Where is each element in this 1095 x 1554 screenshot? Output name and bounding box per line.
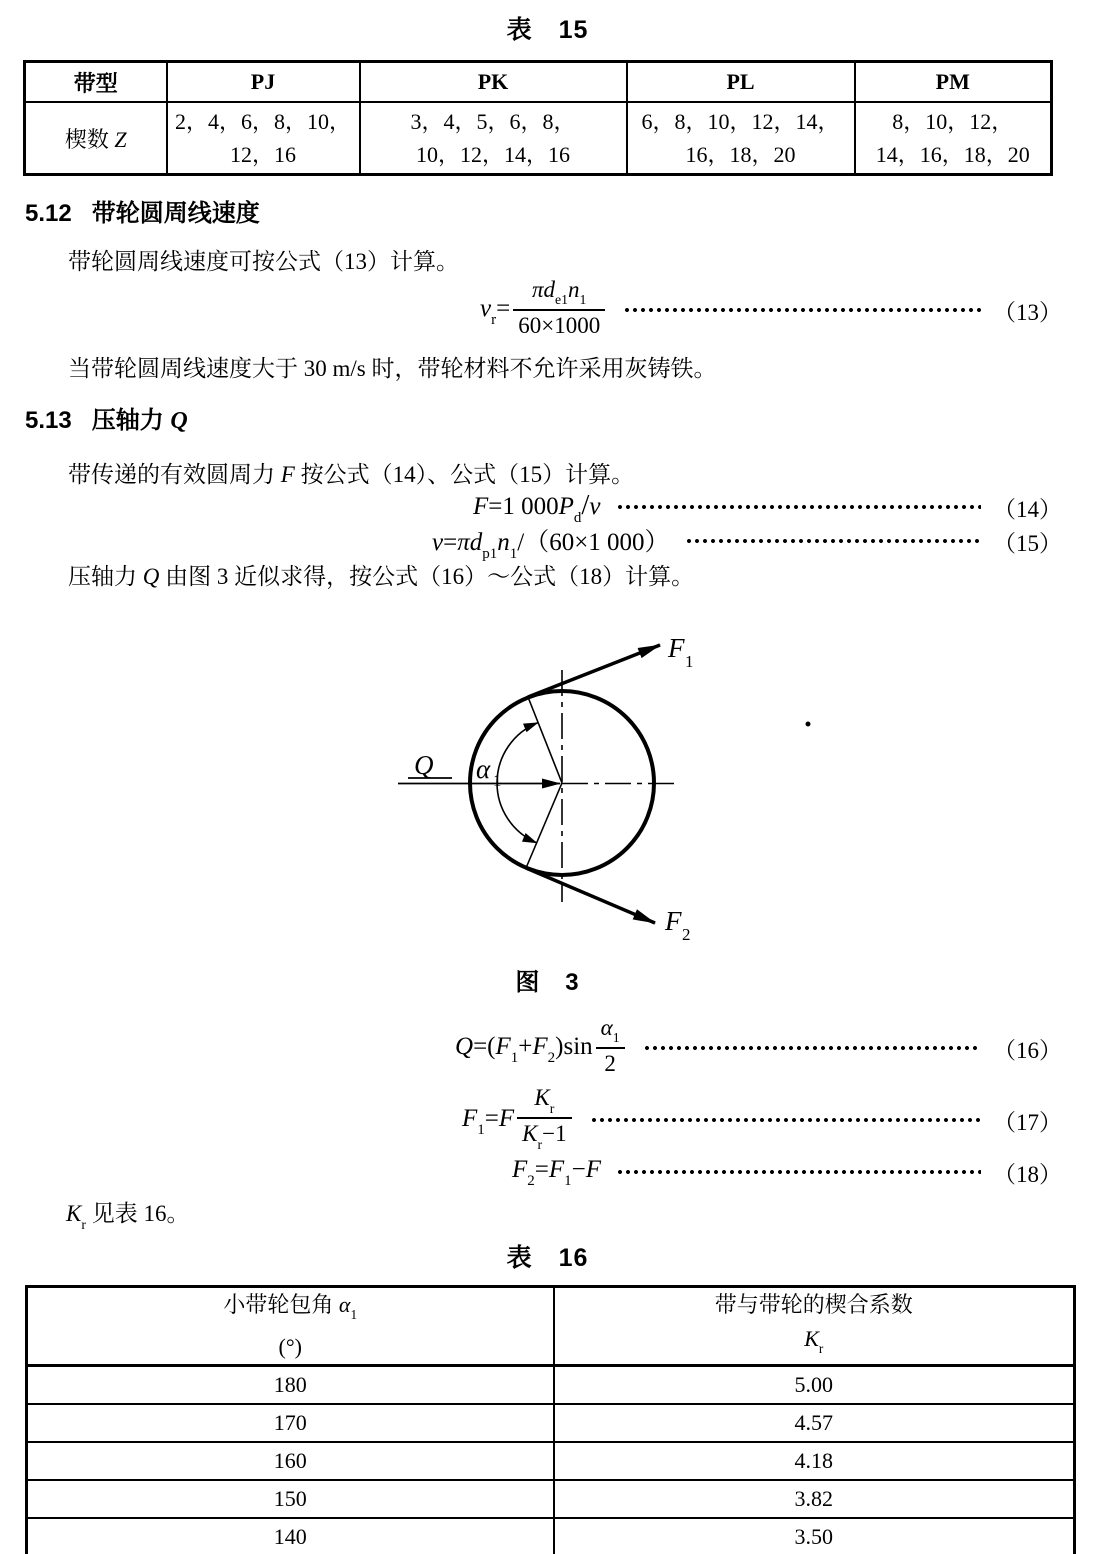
formula-15: $v=\pi d_{p1}n_1/(60\times 1$ 000） [432, 528, 670, 562]
table16-row [27, 1404, 1075, 1442]
angle-value: 140 [27, 1518, 554, 1554]
equation-14 [0, 489, 1062, 526]
figure-3-caption: 图 3 [515, 969, 580, 996]
section-number: 5.13 [25, 407, 72, 434]
radius-line-upper [528, 697, 562, 783]
table16-row [27, 1442, 1075, 1480]
table15-cell-pm: 8，10，12， 14，16，18，20 [855, 102, 1052, 175]
table16-header-angle: 小带轮包角 $\alpha_1$ (°) [27, 1287, 554, 1366]
table15-data-row [25, 102, 1052, 175]
formula-18: $F_2=F_1-F$ [512, 1156, 602, 1189]
table15-row-label: 楔数 Z [25, 102, 167, 175]
dotted-leader [617, 1169, 981, 1175]
table-16 [25, 1285, 1076, 1554]
f2-label: F [665, 906, 682, 936]
section-title: 带轮圆周线速度 [91, 200, 260, 227]
table16-header-row [27, 1287, 1075, 1366]
f1-force-vector [528, 645, 660, 697]
table16-header-kr: 带与带轮的楔合系数 $K_r$ [554, 1287, 1075, 1366]
kr-value: 5.00 [554, 1366, 1075, 1405]
equation-number-13: （13） [993, 299, 1062, 325]
section-5-12-heading [25, 193, 260, 228]
equation-17 [0, 1084, 1062, 1156]
para-513-2: 压轴力 Q 由图 3 近似求得，按公式（16）～公式（18）计算。 [68, 564, 695, 589]
para-512-1: 带轮圆周线速度可按公式（13）计算。 [68, 249, 459, 274]
table15-header-pj: PJ [167, 62, 360, 103]
table15-header-pl: PL [627, 62, 855, 103]
para-513-1: 带传递的有效圆周力 F 按公式（14）、公式（15）计算。 [68, 462, 635, 487]
table16-angle-unit: (°) [278, 1334, 302, 1360]
table15-header-belt-type: 带型 [25, 62, 167, 103]
formula-16: $Q=(F_1+F_2)\sin$ $\frac{\alpha_1}{2}$ [455, 1018, 628, 1078]
section-title: 压轴力 [91, 407, 171, 434]
equation-number-16: （16） [993, 1037, 1062, 1063]
scan-speck [806, 722, 811, 727]
formula-14: F=1 $000P_d/v$ [473, 489, 601, 526]
figure-3-diagram [0, 612, 1095, 1012]
table15-cell-pl: 6，8，10，12，14， 16，18，20 [627, 102, 855, 175]
dotted-leader [686, 538, 981, 544]
kr-note: $K_r$ 见表 16。 [66, 1201, 190, 1232]
table16-row [27, 1480, 1075, 1518]
figure-3 [0, 612, 1095, 1012]
f1-subscript: 1 [685, 652, 694, 671]
equation-13 [0, 276, 1062, 344]
table15-header-pk: PK [360, 62, 627, 103]
equation-16 [0, 1012, 1062, 1084]
radius-line-lower [526, 783, 562, 868]
kr-value: 4.18 [554, 1442, 1075, 1480]
dotted-leader [591, 1117, 981, 1123]
alpha1-subscript: 1 [493, 771, 502, 790]
equation-15 [0, 524, 1062, 562]
kr-value: 4.57 [554, 1404, 1075, 1442]
angle-value: 160 [27, 1442, 554, 1480]
equation-number-14: （14） [993, 496, 1062, 522]
q-label: Q [414, 750, 434, 780]
equation-18 [0, 1156, 1062, 1188]
equation-number-18: （18） [993, 1161, 1062, 1187]
dotted-leader [644, 1045, 981, 1051]
table16-title: 表 16 [506, 1244, 589, 1272]
section-number: 5.12 [25, 200, 72, 227]
equation-number-15: （15） [993, 530, 1062, 556]
table15-cell-pj: 2，4，6，8，10， 12，16 [167, 102, 360, 175]
para-512-2: 当带轮圆周线速度大于 30 m/s 时，带轮材料不允许采用灰铸铁。 [68, 356, 717, 381]
section-title-var: Q [170, 408, 188, 434]
angle-value: 180 [27, 1366, 554, 1405]
f2-subscript: 2 [682, 925, 691, 944]
table16-row [27, 1518, 1075, 1554]
section-5-13-heading [25, 400, 188, 435]
f2-force-vector [526, 868, 655, 923]
alpha1-label: α [476, 754, 491, 784]
angle-value: 150 [27, 1480, 554, 1518]
dotted-leader [624, 307, 981, 313]
formula-13: $v_r=$ $\frac{\pi d_{e1}n_1}{60\times 1000}$ [480, 280, 608, 340]
table16-row [27, 1366, 1075, 1405]
formula-17: $F_1=F$ $\frac{K_r}{K_r-1}$ [462, 1088, 575, 1152]
table15-title: 表 15 [506, 16, 589, 44]
table15-header-pm: PM [855, 62, 1052, 103]
table15-header-row [25, 62, 1052, 103]
angle-value: 170 [27, 1404, 554, 1442]
dotted-leader [617, 504, 981, 510]
equation-number-17: （17） [993, 1109, 1062, 1135]
kr-value: 3.50 [554, 1518, 1075, 1554]
kr-value: 3.82 [554, 1480, 1075, 1518]
table15-cell-pk: 3，4，5，6，8， 10，12，14，16 [360, 102, 627, 175]
table-15 [23, 60, 1053, 176]
f1-label: F [668, 633, 685, 663]
